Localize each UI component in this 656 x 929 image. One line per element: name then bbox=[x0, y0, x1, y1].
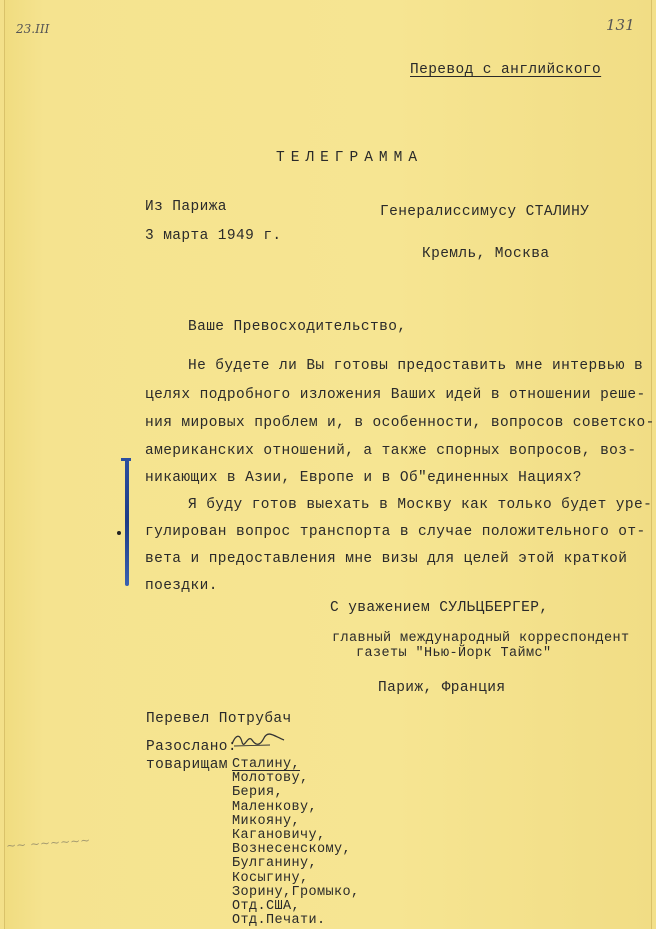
from-place: Из Парижа bbox=[145, 199, 227, 215]
document-title: ТЕЛЕГРАММА bbox=[276, 150, 424, 166]
paragraph-1-line: целях подробного изложения Ваших идей в отношении реше- bbox=[145, 387, 646, 403]
recipient: Вознесенскому, bbox=[232, 842, 352, 858]
closing-place: Париж, Франция bbox=[378, 680, 506, 696]
paragraph-1-line: Не будете ли Вы готовы предоставить мне интервью в bbox=[188, 358, 644, 374]
closing-position-line-2: газеты "Нью-Йорк Таймс" bbox=[356, 646, 552, 661]
paragraph-2-line: гулирован вопрос транспорта в случае положительного от- bbox=[145, 524, 646, 540]
recipient: Зорину,Громыко, bbox=[232, 884, 360, 900]
translator-line: Перевел Потрубач bbox=[146, 711, 292, 727]
recipient: Микояну, bbox=[232, 813, 301, 829]
address: Кремль, Москва bbox=[422, 246, 550, 262]
paragraph-1-line: ния мировых проблем и, в особенности, вопросов советско- bbox=[145, 415, 655, 431]
telegram-date: 3 марта 1949 г. bbox=[145, 228, 282, 244]
closing-regards: С уважением СУЛЬЦБЕРГЕР, bbox=[330, 600, 549, 616]
comrades-label: товарищам bbox=[146, 757, 228, 773]
paragraph-1-line: американских отношений, а также спорных вопросов, воз- bbox=[145, 443, 637, 459]
recipient: Молотову, bbox=[232, 771, 309, 787]
recipient: Косыгину, bbox=[232, 870, 309, 886]
margin-handwriting: ~~ ~~~~~~ bbox=[5, 833, 91, 853]
paragraph-2-line: поездки. bbox=[145, 578, 218, 594]
sent-label: Разослано: bbox=[146, 739, 238, 755]
recipient: Берия, bbox=[232, 785, 284, 801]
handwritten-signature bbox=[230, 730, 286, 750]
document-page bbox=[4, 0, 652, 929]
recipient: Булганину, bbox=[232, 856, 318, 872]
closing-position-line-1: главный международный корреспондент bbox=[332, 631, 630, 646]
blue-pencil-tick bbox=[121, 458, 131, 461]
recipient: Кагановичу, bbox=[232, 828, 326, 843]
recipient: Маленкову, bbox=[232, 799, 318, 815]
margin-dot bbox=[117, 531, 121, 535]
salutation: Ваше Превосходительство, bbox=[188, 319, 407, 335]
corner-mark: 23.III bbox=[16, 22, 50, 36]
recipient: Отд.Печати. bbox=[232, 913, 326, 929]
blue-pencil-margin-mark bbox=[125, 458, 129, 586]
page-number: 131 bbox=[606, 16, 635, 34]
recipient: Отд.США, bbox=[232, 899, 301, 914]
translation-note: Перевод с английского bbox=[410, 62, 602, 78]
paragraph-1-line: никающих в Азии, Европе и в Об"единенных Нациях? bbox=[145, 470, 582, 486]
paragraph-2-line: вета и предоставления мне визы для целей этой краткой bbox=[145, 551, 628, 567]
recipient: Сталину, bbox=[232, 757, 301, 772]
addressee: Генералиссимусу СТАЛИНУ bbox=[380, 204, 590, 220]
paragraph-2-line: Я буду готов выехать в Москву как только будет уре- bbox=[188, 497, 653, 513]
